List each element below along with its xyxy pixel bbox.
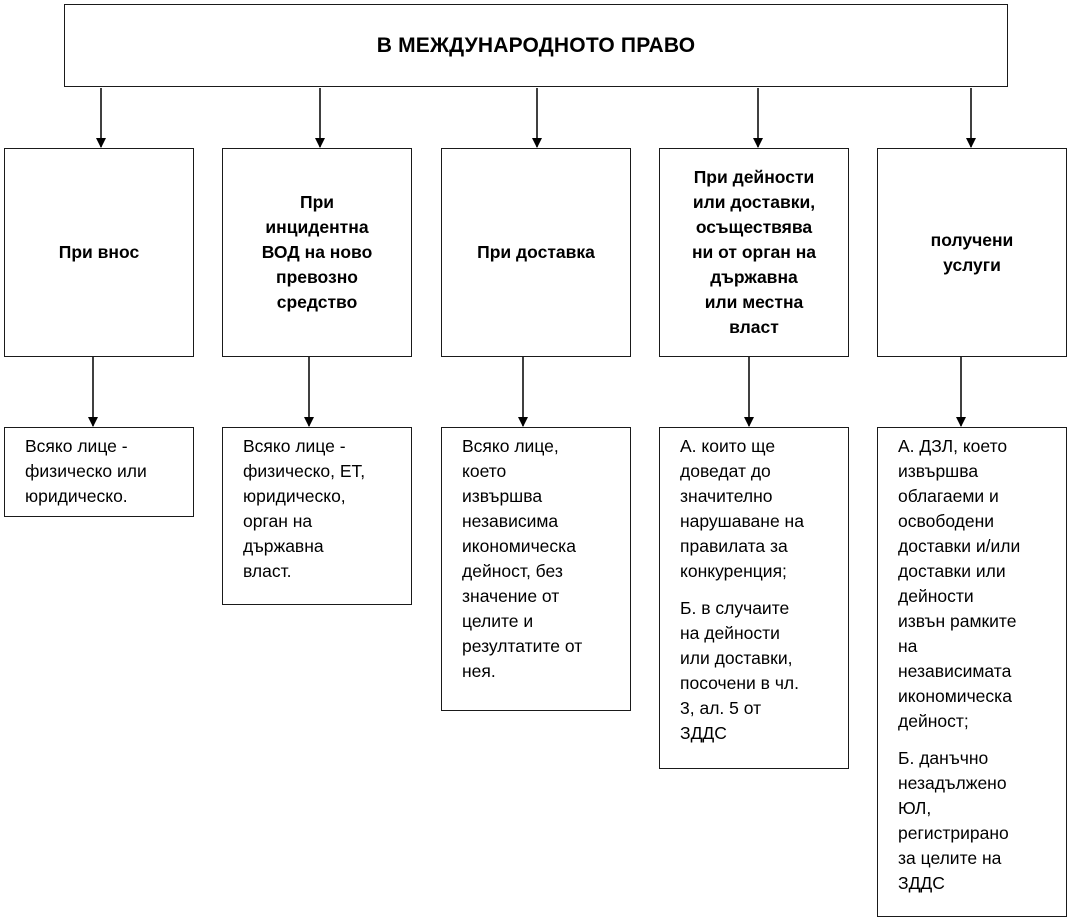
detail-line: извършва bbox=[462, 486, 543, 506]
detail-paragraph bbox=[680, 434, 834, 584]
detail-line: на дейности bbox=[680, 623, 780, 643]
detail-line: ЗДДС bbox=[680, 723, 727, 743]
category-heading bbox=[262, 190, 373, 315]
detail-line: Б. в случаите bbox=[680, 598, 790, 618]
detail-line: незадължено bbox=[898, 773, 1007, 793]
detail-line: икономическа bbox=[462, 536, 576, 556]
category-heading bbox=[477, 240, 595, 265]
detail-line: дейност; bbox=[898, 711, 969, 731]
detail-line: извън рамките bbox=[898, 611, 1017, 631]
detail-line: което bbox=[462, 461, 507, 481]
detail-box-state-authority bbox=[659, 427, 849, 769]
heading-line: При доставка bbox=[477, 242, 595, 262]
heading-line: осъществява bbox=[695, 217, 813, 237]
diagram-title: В МЕЖДУНАРОДНОТО ПРАВО bbox=[376, 33, 696, 57]
detail-paragraph bbox=[898, 746, 1052, 896]
detail-line: дейност, без bbox=[462, 561, 563, 581]
title-box bbox=[64, 4, 1008, 87]
detail-line: Всяко лице - bbox=[243, 436, 346, 456]
detail-line: орган на bbox=[243, 511, 313, 531]
heading-line: При дейности bbox=[693, 167, 815, 187]
detail-line: нарушаване на bbox=[680, 511, 804, 531]
detail-paragraph bbox=[243, 434, 397, 584]
detail-line: физическо или bbox=[25, 461, 147, 481]
detail-line: или доставки, bbox=[680, 648, 793, 668]
detail-line: независима bbox=[462, 511, 559, 531]
detail-line: независимата bbox=[898, 661, 1012, 681]
detail-line: регистрирано bbox=[898, 823, 1009, 843]
detail-line: резултатите от bbox=[462, 636, 583, 656]
detail-line: облагаеми и bbox=[898, 486, 999, 506]
heading-line: средство bbox=[276, 292, 358, 312]
heading-line: превозно bbox=[276, 267, 358, 287]
heading-line: При bbox=[299, 192, 335, 212]
detail-box-received-services bbox=[877, 427, 1067, 917]
detail-line: конкуренция; bbox=[680, 561, 787, 581]
heading-line: инцидентна bbox=[265, 217, 369, 237]
detail-line: извършва bbox=[898, 461, 979, 481]
detail-line: Б. данъчно bbox=[898, 748, 989, 768]
heading-line: или местна bbox=[704, 292, 804, 312]
category-box-import bbox=[4, 148, 194, 357]
detail-paragraph bbox=[25, 434, 179, 509]
detail-line: А. които ще bbox=[680, 436, 776, 456]
detail-box-supply bbox=[441, 427, 631, 711]
heading-line: ни от орган на bbox=[691, 242, 816, 262]
detail-line: физическо, ЕТ, bbox=[243, 461, 366, 481]
detail-paragraph bbox=[898, 434, 1052, 734]
detail-line: значително bbox=[680, 486, 773, 506]
heading-line: ВОД на ново bbox=[261, 242, 373, 262]
detail-line: освободени bbox=[898, 511, 995, 531]
detail-line: юридическо, bbox=[243, 486, 346, 506]
detail-line: посочени в чл. bbox=[680, 673, 800, 693]
detail-line: дейности bbox=[898, 586, 974, 606]
heading-line: услуги bbox=[943, 254, 1001, 275]
detail-line: юридическо. bbox=[25, 486, 128, 506]
detail-line: правилата за bbox=[680, 536, 788, 556]
detail-line: държавна bbox=[243, 536, 324, 556]
detail-line: Всяко лице - bbox=[25, 436, 128, 456]
detail-paragraph bbox=[462, 434, 616, 684]
detail-line: нея. bbox=[462, 661, 496, 681]
heading-line: получени bbox=[930, 229, 1014, 250]
category-heading bbox=[59, 240, 139, 265]
detail-line: на bbox=[898, 636, 918, 656]
detail-line: ЗДДС bbox=[898, 873, 945, 893]
category-heading bbox=[931, 228, 1014, 278]
detail-line: за целите на bbox=[898, 848, 1002, 868]
category-heading bbox=[692, 165, 816, 340]
detail-line: А. ДЗЛ, което bbox=[898, 436, 1008, 456]
detail-line: ЮЛ, bbox=[898, 798, 932, 818]
detail-paragraph bbox=[680, 596, 834, 746]
detail-line: Всяко лице, bbox=[462, 436, 559, 456]
detail-line: доведат до bbox=[680, 461, 771, 481]
detail-box-import bbox=[4, 427, 194, 517]
heading-line: При внос bbox=[58, 242, 140, 262]
detail-line: целите и bbox=[462, 611, 534, 631]
detail-line: икономическа bbox=[898, 686, 1012, 706]
detail-box-new-vehicle bbox=[222, 427, 412, 605]
category-box-supply bbox=[441, 148, 631, 357]
heading-line: власт bbox=[729, 317, 779, 337]
detail-line: значение от bbox=[462, 586, 560, 606]
heading-line: държавна bbox=[710, 267, 798, 287]
detail-line: доставки и/или bbox=[898, 536, 1021, 556]
category-box-new-vehicle bbox=[222, 148, 412, 357]
category-box-received-services bbox=[877, 148, 1067, 357]
detail-line: 3, ал. 5 от bbox=[680, 698, 762, 718]
heading-line: или доставки, bbox=[692, 192, 816, 212]
detail-line: доставки или bbox=[898, 561, 1006, 581]
category-box-state-authority bbox=[659, 148, 849, 357]
detail-line: власт. bbox=[243, 561, 292, 581]
